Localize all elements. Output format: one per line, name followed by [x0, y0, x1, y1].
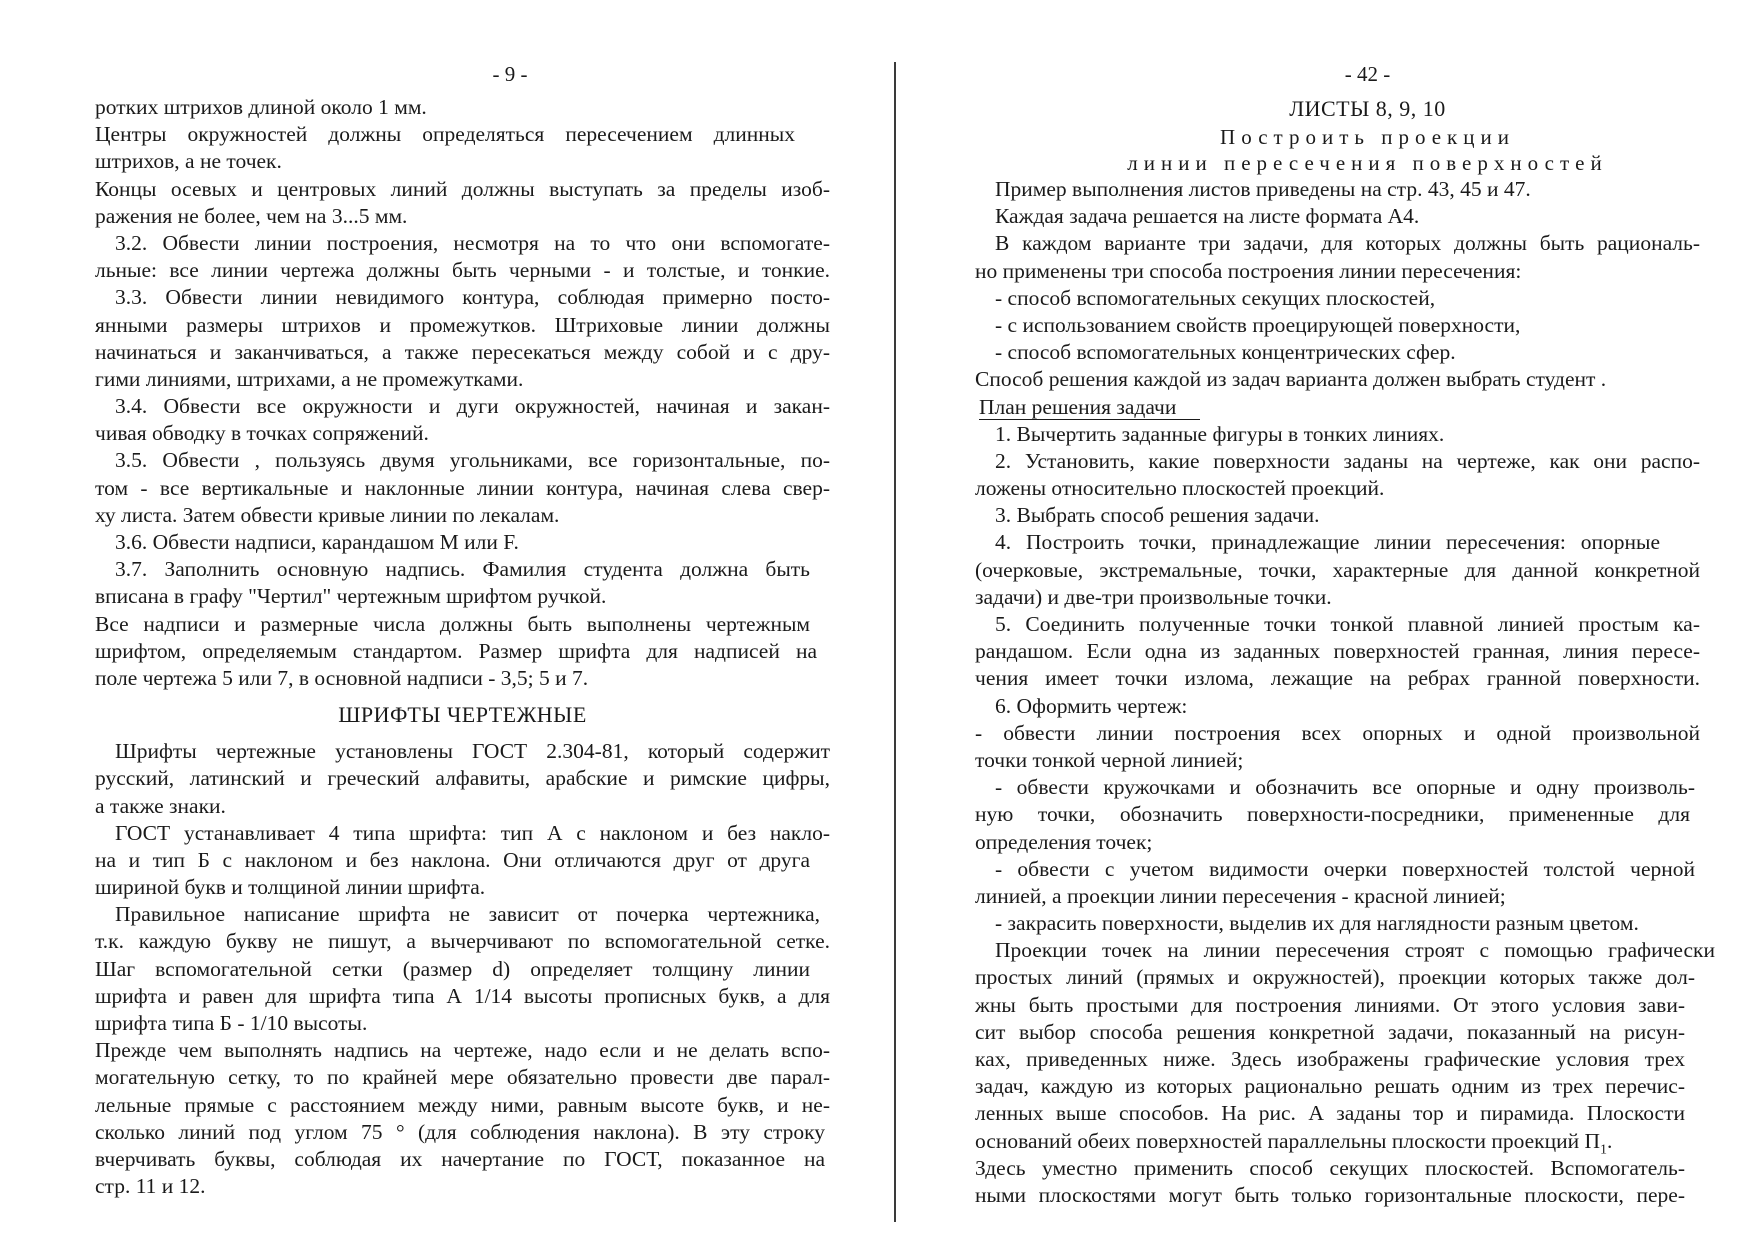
text-line: Шрифты чертежные установлены ГОСТ 2.304-81, который содержит — [115, 739, 830, 764]
text-line: Здесь уместно применить способ секущих плоскостей. Вспомогатель- — [975, 1155, 1685, 1180]
text-line: сколько линий под углом 75 ° (для соблюдения наклона). В эту строку — [95, 1119, 825, 1144]
text-line: - обвести с учетом видимости очерки поверхностей толстой черной — [995, 856, 1695, 881]
text-line: Концы осевых и центровых линий должны выступать за пределы изоб- — [95, 176, 830, 201]
text-line: а также знаки. — [95, 793, 226, 818]
subscript-dot: . — [1607, 1128, 1613, 1153]
text-line: ную точки, обозначить поверхности-посредники, примененные для — [975, 802, 1690, 827]
text-line: (очерковые, экстремальные, точки, характерные для данной конкретной — [975, 557, 1700, 582]
subtitle-line-2: линии пересечения поверхностей — [1127, 151, 1608, 175]
plan-title-text: План решения задачи — [979, 395, 1200, 420]
page-divider — [894, 62, 896, 1222]
text-line: поле чертежа 5 или 7, в основной надписи - 3,5; 5 и 7. — [95, 665, 589, 690]
text-line: 4. Построить точки, принадлежащие линии пересечения: опорные — [995, 530, 1660, 555]
text-line: 1. Вычертить заданные фигуры в тонких линиях. — [995, 421, 1445, 446]
text-line: ражения не более, чем на 3...5 мм. — [95, 203, 408, 228]
text-line: 3.4. Обвести все окружности и дуги окружностей, начиная и закан- — [115, 394, 830, 419]
text-line: стр. 11 и 12. — [95, 1174, 206, 1199]
subtitle-line-1: Построить проекции — [1220, 125, 1515, 149]
text-line-main: оснований обеих поверхностей параллельны плоскости проекций П — [975, 1128, 1601, 1153]
text-line: ках, приведенных ниже. Здесь изображены графические условия трех — [975, 1047, 1685, 1071]
text-line — [975, 1128, 1720, 1155]
text-line: Каждая задача решается на листе формата А4. — [995, 204, 1420, 229]
text-line: ложены относительно плоскостей проекций. — [975, 476, 1385, 501]
text-line: ленных выше способов. На рис. А заданы тор и пирамида. Плоскости — [975, 1101, 1685, 1126]
text-line: штрихов, а не точек. — [95, 149, 282, 174]
text-line: 6. Оформить чертеж: — [995, 693, 1188, 718]
text-line: Способ решения каждой из задач варианта должен выбрать студент . — [975, 367, 1607, 392]
text-line: вчерчивать буквы, соблюдая их начертание по ГОСТ, показанное на — [95, 1146, 825, 1171]
text-line: задачи) и две-три произвольные точки. — [975, 584, 1332, 609]
text-line: точки тонкой черной линией; — [975, 747, 1244, 772]
text-line: но применены три способа построения линии пересечения: — [975, 258, 1522, 283]
subscript: 1 — [1600, 1141, 1608, 1157]
left-page — [95, 60, 865, 1200]
text-line: чения имеет точки излома, лежащие на ребрах гранной поверхности. — [975, 666, 1700, 691]
text-line: 3.6. Обвести надписи, карандашом М или F. — [115, 530, 519, 554]
text-line: - обвести линии построения всех опорных и одной произвольной — [975, 720, 1700, 745]
text-line: Пример выполнения листов приведены на стр. 43, 45 и 47. — [995, 177, 1531, 201]
page-number: - 42 - — [1344, 62, 1391, 86]
text-line: простых линий (прямых и окружностей), проекции которых также дол- — [975, 965, 1695, 990]
text-line: сит выбор способа решения конкретной задачи, показанный на рисун- — [975, 1019, 1685, 1044]
text-line: 3.5. Обвести , пользуясь двумя угольниками, все горизонтальные, по- — [115, 448, 830, 473]
text-line: - способ вспомогательных секущих плоскостей, — [995, 285, 1436, 310]
section-title: ШРИФТЫ ЧЕРТЕЖНЫЕ — [338, 702, 587, 728]
text-line: ными плоскостями могут быть только горизонтальные плоскости, пере- — [975, 1182, 1685, 1207]
text-line: задач, каждую из которых рационально решать одним из трех перечис- — [975, 1074, 1685, 1099]
text-line: 3.2. Обвести линии построения, несмотря на то что они вспомогате- — [115, 230, 830, 255]
text-line: 3.7. Заполнить основную надпись. Фамилия студента должна быть — [115, 557, 810, 582]
text-line: 5. Соединить полученные точки тонкой плавной линией простым ка- — [995, 612, 1700, 636]
text-line: - обвести кружочками и обозначить все опорные и одну произволь- — [995, 775, 1695, 800]
text-line: 3. Выбрать способ решения задачи. — [995, 503, 1320, 528]
text-line: на и тип Б с наклоном и без наклона. Они отличаются друг от друга — [95, 847, 810, 872]
text-line: рандашом. Если одна из заданных поверхностей гранная, линия пересе- — [975, 639, 1700, 664]
text-line: В каждом варианте три задачи, для которых должны быть рациональ- — [995, 231, 1700, 256]
text-line: Прежде чем выполнять надпись на чертеже, надо если и не делать вспо- — [95, 1038, 830, 1063]
text-line: чивая обводку в точках сопряжений. — [95, 421, 429, 446]
text-line: могательную сетку, то по крайней мере обязательно провести две парал- — [95, 1065, 830, 1090]
sheet-title: ЛИСТЫ 8, 9, 10 — [1289, 96, 1446, 121]
text-line: Шаг вспомогательной сетки (размер d) определяет толщину линии — [95, 956, 810, 981]
page-number: - 9 - — [492, 62, 528, 86]
text-line: шрифта типа Б - 1/10 высоты. — [95, 1011, 368, 1035]
text-line: ГОСТ устанавливает 4 типа шрифта: тип А с наклоном и без накло- — [115, 820, 830, 845]
text-line: Центры окружностей должны определяться пересечением длинных — [95, 122, 795, 147]
text-line: шрифта и равен для шрифта типа А 1/14 высоты прописных букв, а для — [95, 983, 830, 1008]
text-line: Проекции точек на линии пересечения строят с помощью графически — [995, 938, 1715, 963]
text-line: льные: все линии чертежа должны быть черными - и толстые, и тонкие. — [95, 258, 830, 283]
text-line: том - все вертикальные и наклонные линии контура, начиная слева свер- — [95, 475, 830, 500]
text-line: Все надписи и размерные числа должны быть выполнены чертежным — [95, 611, 810, 636]
text-line: русский, латинский и греческий алфавиты, арабские и римские цифры, — [95, 766, 830, 791]
text-line: - способ вспомогательных концентрических сфер. — [995, 340, 1456, 365]
text-line: - с использованием свойств проецирующей поверхности, — [995, 312, 1521, 337]
text-line: - закрасить поверхности, выделив их для наглядности разным цветом. — [995, 911, 1639, 936]
text-line: 3.3. Обвести линии невидимого контура, соблюдая примерно посто- — [115, 285, 830, 310]
text-line: шрифтом, определяемым стандартом. Размер шрифта для надписей на — [95, 638, 817, 663]
text-line: 2. Установить, какие поверхности заданы на чертеже, как они распо- — [995, 448, 1700, 473]
text-line: шириной букв и толщиной линии шрифта. — [95, 875, 486, 900]
text-line: ротких штрихов длиной около 1 мм. — [95, 95, 427, 119]
text-line: ху листа. Затем обвести кривые линии по лекалам. — [95, 502, 560, 527]
plan-title — [975, 394, 1720, 421]
text-line: вписана в графу "Чертил" чертежным шрифтом ручкой. — [95, 584, 607, 609]
text-line: определения точек; — [975, 829, 1153, 854]
text-line: лельные прямые с расстоянием между ними, равным высоте букв, и не- — [95, 1092, 830, 1117]
text-line: жны быть простыми для построения линиями. От этого условия зави- — [975, 992, 1685, 1017]
text-line: начинаться и заканчиваться, а также пересекаться между собой и с дру- — [95, 339, 830, 364]
text-line: янными размеры штрихов и промежутков. Штриховые линии должны — [95, 312, 830, 337]
text-line: т.к. каждую букву не пишут, а вычерчивают по вспомогательной сетке. — [95, 929, 830, 954]
text-line: линией, а проекции линии пересечения - красной линией; — [975, 883, 1506, 908]
text-line: Правильное написание шрифта не зависит от почерка чертежника, — [115, 902, 820, 927]
text-line: гими линиями, штрихами, а не промежутками. — [95, 366, 524, 391]
right-page — [975, 60, 1720, 1209]
